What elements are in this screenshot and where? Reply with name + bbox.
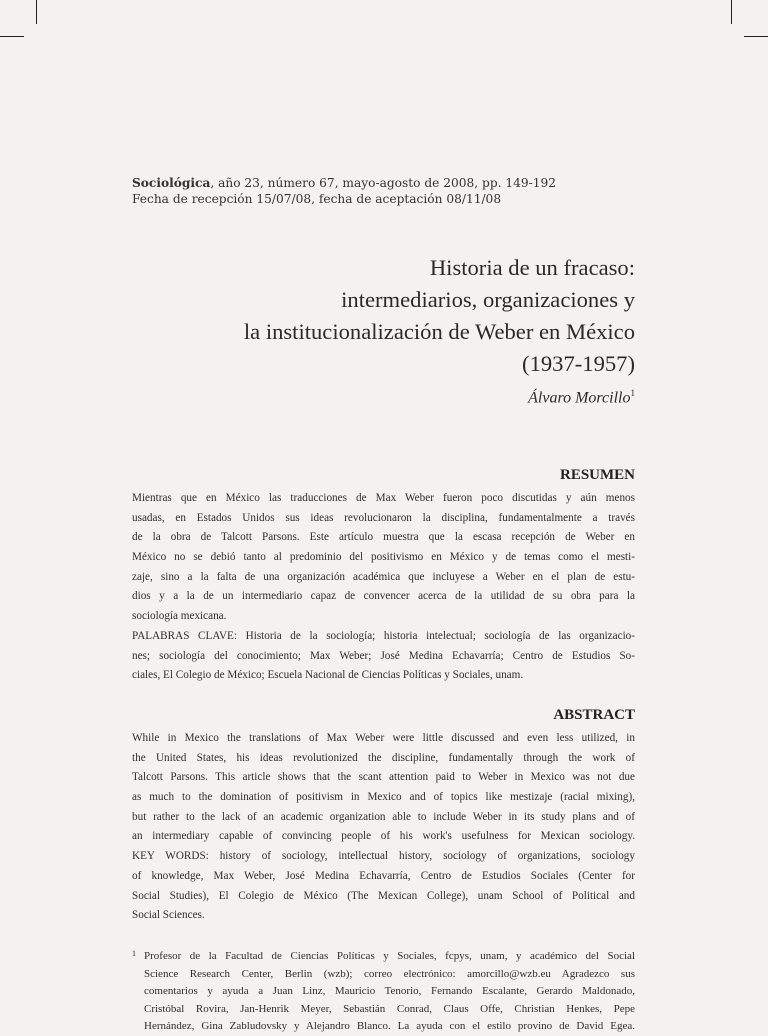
title-line: intermediarios, organizaciones y — [341, 287, 635, 312]
footnote-line: Profesor de la Facultad de Ciencias Políticas y Sociales, fcpys, unam, y académico del Social — [144, 950, 635, 962]
resumen-line: usadas, en Estados Unidos sus ideas revolucionaron la disciplina, fundamentalmente a través — [132, 511, 635, 524]
resumen-line: Mientras que en México las traducciones de Max Weber fueron poco discutidas y aún menos — [132, 492, 635, 504]
footnote-line: comentarios y ayuda a Juan Linz, Mauricio Tenorio, Fernando Escalante, Gerardo Maldonado, — [144, 985, 635, 997]
abstract-line: Talcott Parsons. This article shows that the scant attention paid to Weber in Mexico was not due — [132, 771, 635, 784]
resumen-line: dios y a la de un intermediario capaz de convencer acerca de la utilidad de su obra para la — [132, 590, 635, 603]
journal-citation — [132, 175, 556, 191]
abstract-line: as much to the domination of positivism in Mexico and of topics like mestizaje (racial mixing), — [132, 791, 635, 804]
reception-dates: Fecha de recepción 15/07/08, fecha de aceptación 08/11/08 — [132, 192, 502, 206]
palabras-clave-line: ciales, El Colegio de México; Escuela Nacional de Ciencias Políticas y Sociales, unam. — [132, 669, 524, 682]
resumen-heading: RESUMEN — [559, 467, 635, 483]
crop-mark-top-right-h — [744, 36, 768, 37]
abstract-heading: ABSTRACT — [553, 707, 635, 723]
resumen-line: México no se debió tanto al predominio del positivismo en México y de temas como el mesti- — [132, 551, 635, 564]
article-title — [244, 252, 635, 380]
abstract-line: While in Mexico the translations of Max Weber were little discussed and even less utilized, in — [132, 732, 635, 744]
footnote-line: Science Research Center, Berlin (wzb); correo electrónico: amorcillo@wzb.eu Agradezco sus — [144, 967, 635, 980]
journal-name: Sociológica — [132, 176, 211, 190]
author-name: Álvaro Morcillo — [528, 389, 631, 407]
footnote-line: Cristóbal Rovira, Jan-Henrik Meyer, Sebastián Conrad, Claus Offe, Christian Henkes, Pepe — [144, 1002, 635, 1015]
title-line: la institucionalización de Weber en México — [243, 319, 635, 344]
key-words-line: Social Studies), El Colegio de México (The Mexican College), unam School of Political and — [132, 889, 635, 902]
resumen-body — [132, 489, 635, 686]
resumen-line: de la obra de Talcott Parsons. Este artículo muestra que la escasa recepción de Weber en — [132, 531, 635, 544]
footnote-mark: 1 — [132, 949, 136, 958]
abstract-body — [132, 729, 635, 926]
footnote-line: Hernández, Gina Zabludovsky y Alejandro Blanco. La ayuda con el estilo provino de David Egea. — [144, 1020, 635, 1032]
author — [528, 383, 635, 408]
abstract-line: an intermediary capable of convincing people of his work's usefulness for Mexican sociology. — [132, 830, 635, 843]
abstract-line: but rather to the lack of an academic organization able to include Weber in its study plans and of — [132, 810, 635, 823]
key-words-line: KEY WORDS: history of sociology, intellectual history, sociology of organizations, sociology — [132, 850, 635, 863]
footnote — [132, 948, 635, 1036]
resumen-line: zaje, sino a la falta de una organización académica que incluyese a Weber en el plan de estu- — [132, 570, 635, 583]
title-line: (1937-1957) — [522, 351, 635, 376]
author-footnote-mark: 1 — [630, 388, 635, 398]
palabras-clave-line: PALABRAS CLAVE: Historia de la sociología; historia intelectual; sociología de las organizacio- — [132, 629, 635, 642]
key-words-line: Social Sciences. — [132, 909, 205, 922]
crop-mark-top-left-h — [0, 36, 24, 37]
journal-details: , año 23, número 67, mayo-agosto de 2008, pp. 149-192 — [210, 176, 557, 190]
title-line: Historia de un fracaso: — [429, 255, 635, 280]
key-words-line: of knowledge, Max Weber, José Medina Echavarría, Centro de Estudios Sociales (Center for — [132, 869, 635, 882]
resumen-line: sociología mexicana. — [132, 610, 227, 623]
crop-mark-top-right-v — [731, 0, 732, 24]
crop-mark-top-left-v — [36, 0, 37, 24]
abstract-line: the United States, his ideas revolutionized the discipline, fundamentally through the work of — [132, 751, 635, 764]
palabras-clave-line: nes; sociología del conocimiento; Max Weber; José Medina Echavarría; Centro de Estudios So- — [132, 649, 635, 662]
